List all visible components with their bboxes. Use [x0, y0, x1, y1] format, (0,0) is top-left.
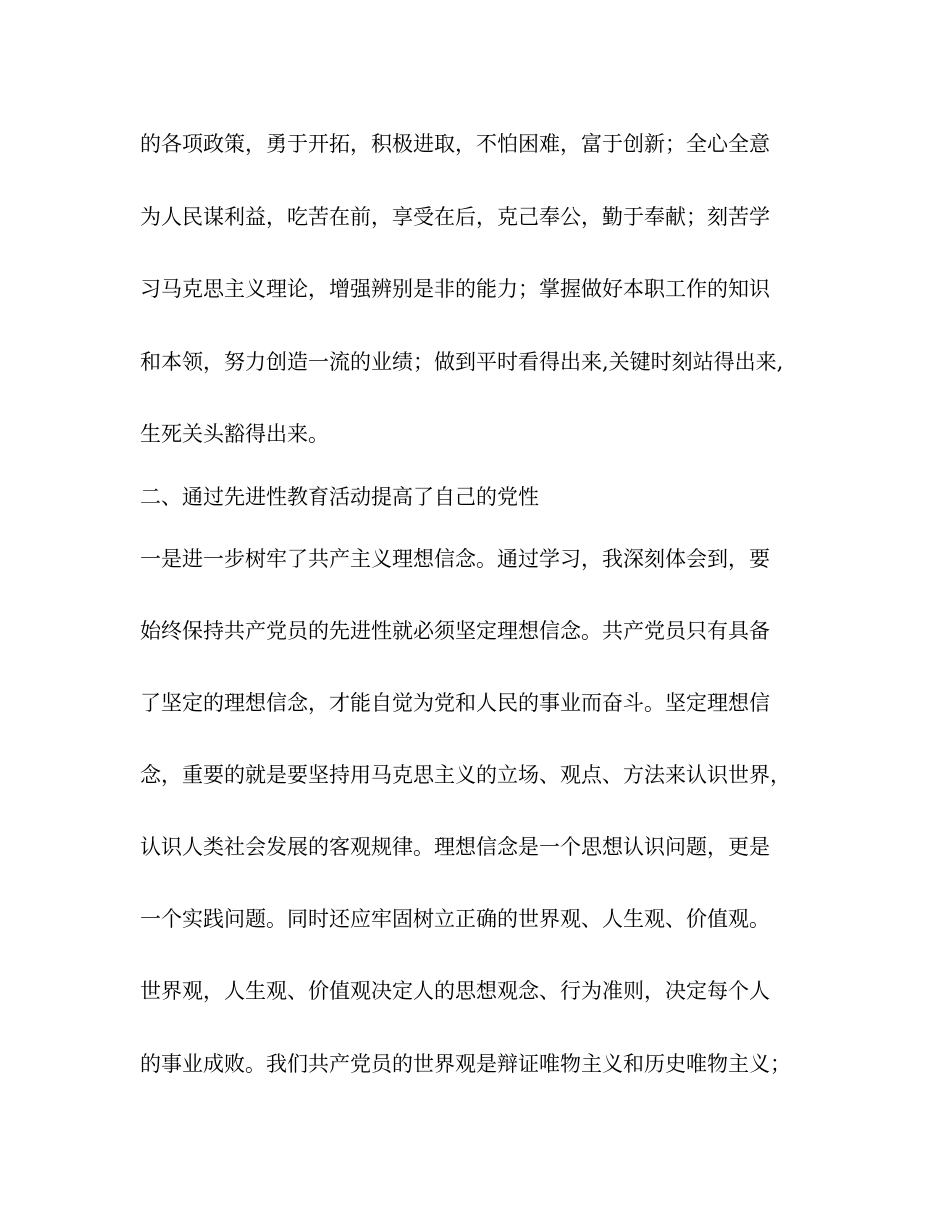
body-text-line: 了坚定的理想信念，才能自觉为党和人民的事业而奋斗。坚定理想信: [140, 691, 770, 715]
section-heading: 二、通过先进性教育活动提高了自己的党性: [140, 485, 539, 509]
body-text-line: 一个实践问题。同时还应牢固树立正确的世界观、人生观、价值观。: [140, 907, 770, 931]
body-text-line: 的各项政策，勇于开拓，积极进取，不怕困难，富于创新；全心全意: [140, 132, 770, 156]
body-text-line: 的事业成败。我们共产党员的世界观是辩证唯物主义和历史唯物主义；: [140, 1052, 791, 1076]
body-text-line: 一是进一步树牢了共产主义理想信念。通过学习，我深刻体会到，要: [140, 547, 770, 571]
body-text-line: 念，重要的就是要坚持用马克思主义的立场、观点、方法来认识世界，: [140, 763, 791, 787]
body-text-line: 生死关头豁得出来。: [140, 422, 329, 446]
body-text-line: 认识人类社会发展的客观规律。理想信念是一个思想认识问题，更是: [140, 835, 770, 859]
body-text-line: 世界观，人生观、价值观决定人的思想观念、行为准则，决定每个人: [140, 979, 770, 1003]
body-text-line: 始终保持共产党员的先进性就必须坚定理想信念。共产党员只有具备: [140, 619, 770, 643]
body-text-line: 和本领，努力创造一流的业绩；做到平时看得出来,关键时刻站得出来,: [140, 350, 784, 374]
body-text-line: 习马克思主义理论，增强辨别是非的能力；掌握做好本职工作的知识: [140, 277, 770, 301]
body-text-line: 为人民谋利益，吃苦在前，享受在后，克己奉公，勤于奉献；刻苦学: [140, 205, 770, 229]
